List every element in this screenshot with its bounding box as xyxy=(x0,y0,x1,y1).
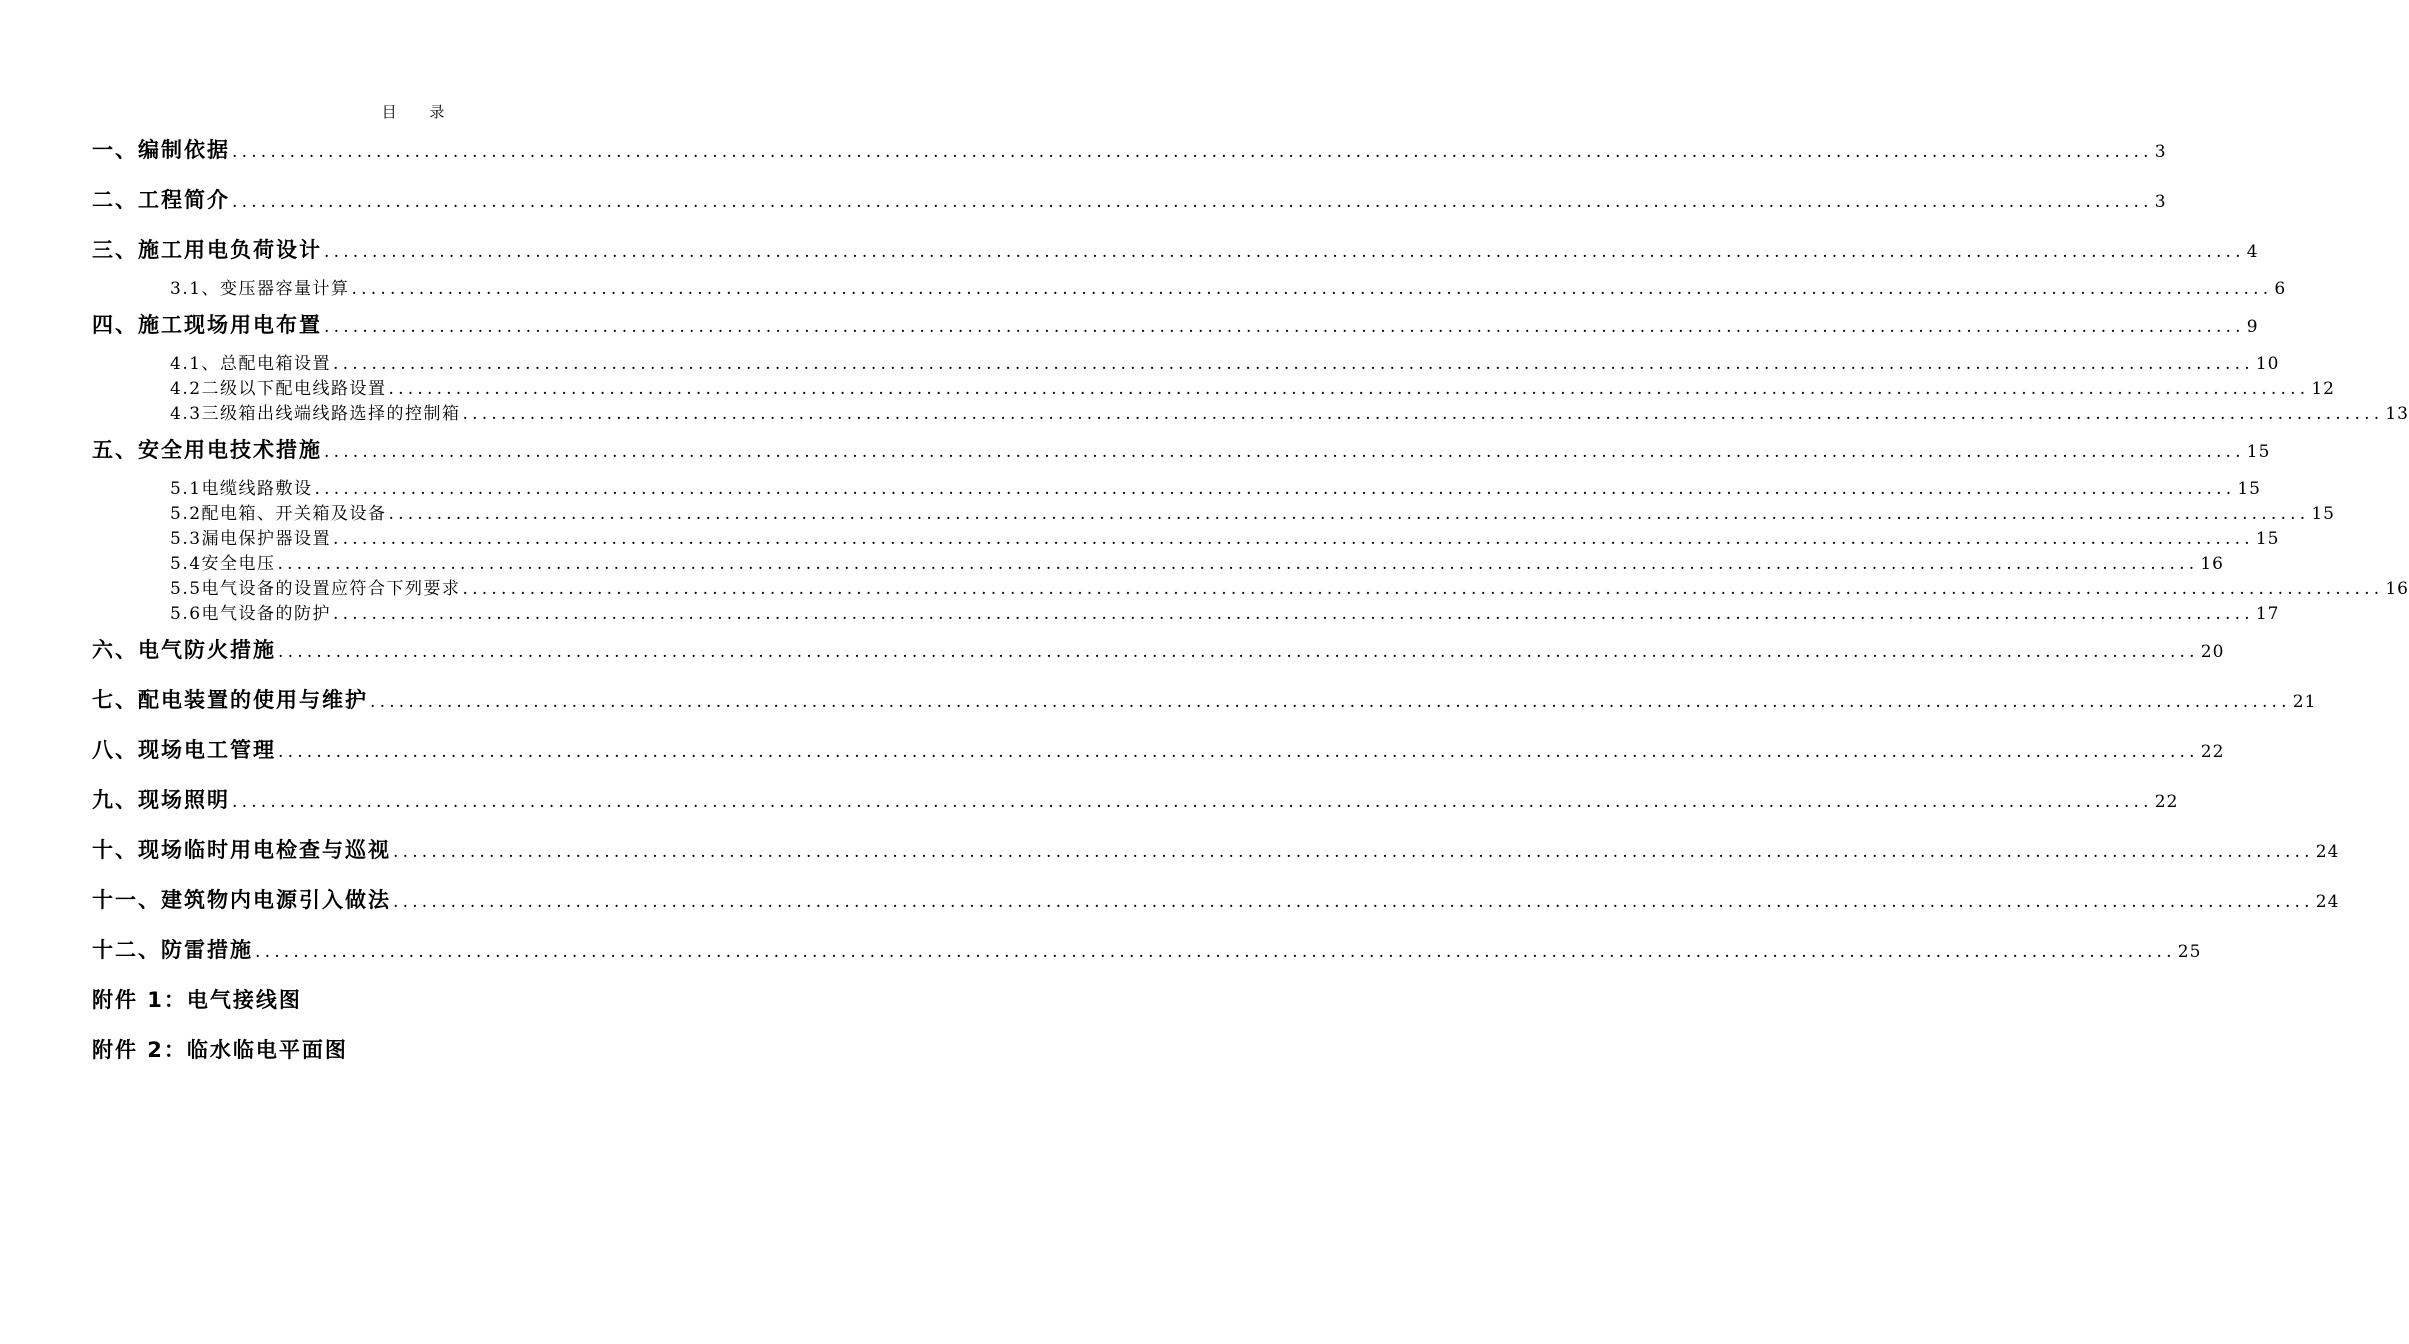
dot-leader: ........................................................................................................................................................................................................ xyxy=(324,242,2245,262)
toc-entry-10[interactable] xyxy=(92,812,2340,862)
toc-entry-page: 21 xyxy=(2292,692,2317,712)
toc-entry-page: 4 xyxy=(2246,242,2259,262)
toc-entry-label: 四、施工现场用电布置 xyxy=(92,313,322,337)
toc-entry-4[interactable] xyxy=(92,299,2259,337)
toc-subentry-5-5[interactable] xyxy=(92,574,2409,599)
dot-leader: ........................................................................................................................................................................................................ xyxy=(324,442,2245,462)
toc-entry-label: 五、安全用电技术措施 xyxy=(92,438,322,462)
toc-subentry-4-2[interactable] xyxy=(92,374,2335,399)
toc-entry-7[interactable] xyxy=(92,662,2317,712)
dot-leader: ........................................................................................................................................................................................................ xyxy=(324,317,2245,337)
toc-entry-page: 25 xyxy=(2177,942,2202,962)
dot-leader: ........................................................................................................................................................................................................ xyxy=(333,354,2254,374)
table-of-contents xyxy=(92,130,2409,1062)
toc-entry-page: 15 xyxy=(2311,504,2335,524)
toc-subentry-5-6[interactable] xyxy=(92,599,2280,624)
toc-entry-label: 八、现场电工管理 xyxy=(92,738,276,762)
dot-leader: ........................................................................................................................................................................................................ xyxy=(333,529,2254,549)
dot-leader: ........................................................................................................................................................................................................ xyxy=(462,404,2384,424)
toc-subentry-5-4[interactable] xyxy=(92,549,2224,574)
dot-leader: ........................................................................................................................................................................................................ xyxy=(393,842,2314,862)
toc-entry-label: 4.2二级以下配电线路设置 xyxy=(170,379,387,399)
toc-entry-label: 5.5电气设备的设置应符合下列要求 xyxy=(170,579,461,599)
attachment-label: 附件 2：临水临电平面图 xyxy=(92,1038,348,1062)
toc-entry-label: 九、现场照明 xyxy=(92,788,230,812)
toc-subentry-5-3[interactable] xyxy=(92,524,2280,549)
toc-subentry-5-1[interactable] xyxy=(92,462,2261,499)
attachment-2[interactable] xyxy=(92,1012,859,1062)
dot-leader: ........................................................................................................................................................................................................ xyxy=(462,579,2384,599)
toc-entry-page: 3 xyxy=(2154,192,2167,212)
dot-leader: ........................................................................................................................................................................................................ xyxy=(277,554,2199,574)
dot-leader: ........................................................................................................................................................................................................ xyxy=(314,479,2236,499)
toc-entry-page: 16 xyxy=(2385,579,2409,599)
toc-entry-9[interactable] xyxy=(92,762,2179,812)
toc-entry-page: 9 xyxy=(2246,317,2259,337)
toc-entry-5[interactable] xyxy=(92,424,2271,462)
dot-leader: ........................................................................................................................................................................................................ xyxy=(232,142,2153,162)
toc-entry-page: 10 xyxy=(2255,354,2280,374)
toc-entry-page: 12 xyxy=(2311,379,2335,399)
toc-entry-page: 16 xyxy=(2200,554,2224,574)
dot-leader: ........................................................................................................................................................................................................ xyxy=(232,792,2153,812)
toc-entry-2[interactable] xyxy=(92,162,2167,212)
toc-entry-label: 十二、防雷措施 xyxy=(92,938,253,962)
toc-entry-page: 22 xyxy=(2200,742,2225,762)
toc-entry-6[interactable] xyxy=(92,624,2225,662)
toc-entry-3[interactable] xyxy=(92,212,2259,262)
toc-entry-label: 5.3漏电保护器设置 xyxy=(170,529,332,549)
toc-entry-page: 15 xyxy=(2246,442,2271,462)
toc-entry-12[interactable] xyxy=(92,912,2202,962)
toc-entry-page: 24 xyxy=(2315,842,2340,862)
dot-leader: ........................................................................................................................................................................................................ xyxy=(232,192,2153,212)
toc-subentry-5-2[interactable] xyxy=(92,499,2335,524)
toc-entry-label: 三、施工用电负荷设计 xyxy=(92,238,322,262)
dot-leader: ........................................................................................................................................................................................................ xyxy=(255,942,2176,962)
dot-leader: ........................................................................................................................................................................................................ xyxy=(278,742,2199,762)
toc-entry-page: 24 xyxy=(2315,892,2340,912)
toc-entry-label: 七、配电装置的使用与维护 xyxy=(92,688,368,712)
toc-entry-page: 13 xyxy=(2385,404,2409,424)
toc-entry-label: 4.3三级箱出线端线路选择的控制箱 xyxy=(170,404,461,424)
toc-entry-label: 一、编制依据 xyxy=(92,138,230,162)
toc-entry-1[interactable] xyxy=(92,130,2167,162)
toc-entry-label: 5.4安全电压 xyxy=(170,554,276,574)
toc-entry-page: 22 xyxy=(2154,792,2179,812)
toc-entry-label: 六、电气防火措施 xyxy=(92,638,276,662)
dot-leader: ........................................................................................................................................................................................................ xyxy=(370,692,2291,712)
toc-entry-label: 二、工程简介 xyxy=(92,188,230,212)
toc-entry-page: 15 xyxy=(2237,479,2261,499)
toc-entry-label: 5.2配电箱、开关箱及设备 xyxy=(170,504,387,524)
toc-entry-label: 5.6电气设备的防护 xyxy=(170,604,332,624)
dot-leader: ........................................................................................................................................................................................................ xyxy=(388,504,2310,524)
dot-leader: ........................................................................................................................................................................................................ xyxy=(333,604,2254,624)
toc-entry-label: 十一、建筑物内电源引入做法 xyxy=(92,888,391,912)
toc-title: 目 录 xyxy=(381,103,459,121)
toc-entry-label: 5.1电缆线路敷设 xyxy=(170,479,313,499)
toc-entry-label: 十、现场临时用电检查与巡视 xyxy=(92,838,391,862)
toc-entry-page: 17 xyxy=(2255,604,2280,624)
attachment-1[interactable] xyxy=(92,962,859,1012)
toc-subentry-3-1[interactable] xyxy=(92,262,2287,299)
dot-leader: ........................................................................................................................................................................................................ xyxy=(393,892,2314,912)
toc-entry-label: 3.1、变压器容量计算 xyxy=(170,279,350,299)
toc-entry-page: 20 xyxy=(2200,642,2225,662)
toc-entry-11[interactable] xyxy=(92,862,2340,912)
dot-leader: ........................................................................................................................................................................................................ xyxy=(388,379,2310,399)
toc-entry-label: 4.1、总配电箱设置 xyxy=(170,354,332,374)
toc-entry-page: 6 xyxy=(2274,279,2287,299)
attachment-label: 附件 1：电气接线图 xyxy=(92,988,302,1012)
dot-leader: ........................................................................................................................................................................................................ xyxy=(278,642,2199,662)
toc-subentry-4-3[interactable] xyxy=(92,399,2409,424)
dot-leader: ........................................................................................................................................................................................................ xyxy=(351,279,2273,299)
toc-entry-page: 15 xyxy=(2255,529,2280,549)
toc-entry-page: 3 xyxy=(2154,142,2167,162)
toc-subentry-4-1[interactable] xyxy=(92,337,2280,374)
toc-entry-8[interactable] xyxy=(92,712,2225,762)
